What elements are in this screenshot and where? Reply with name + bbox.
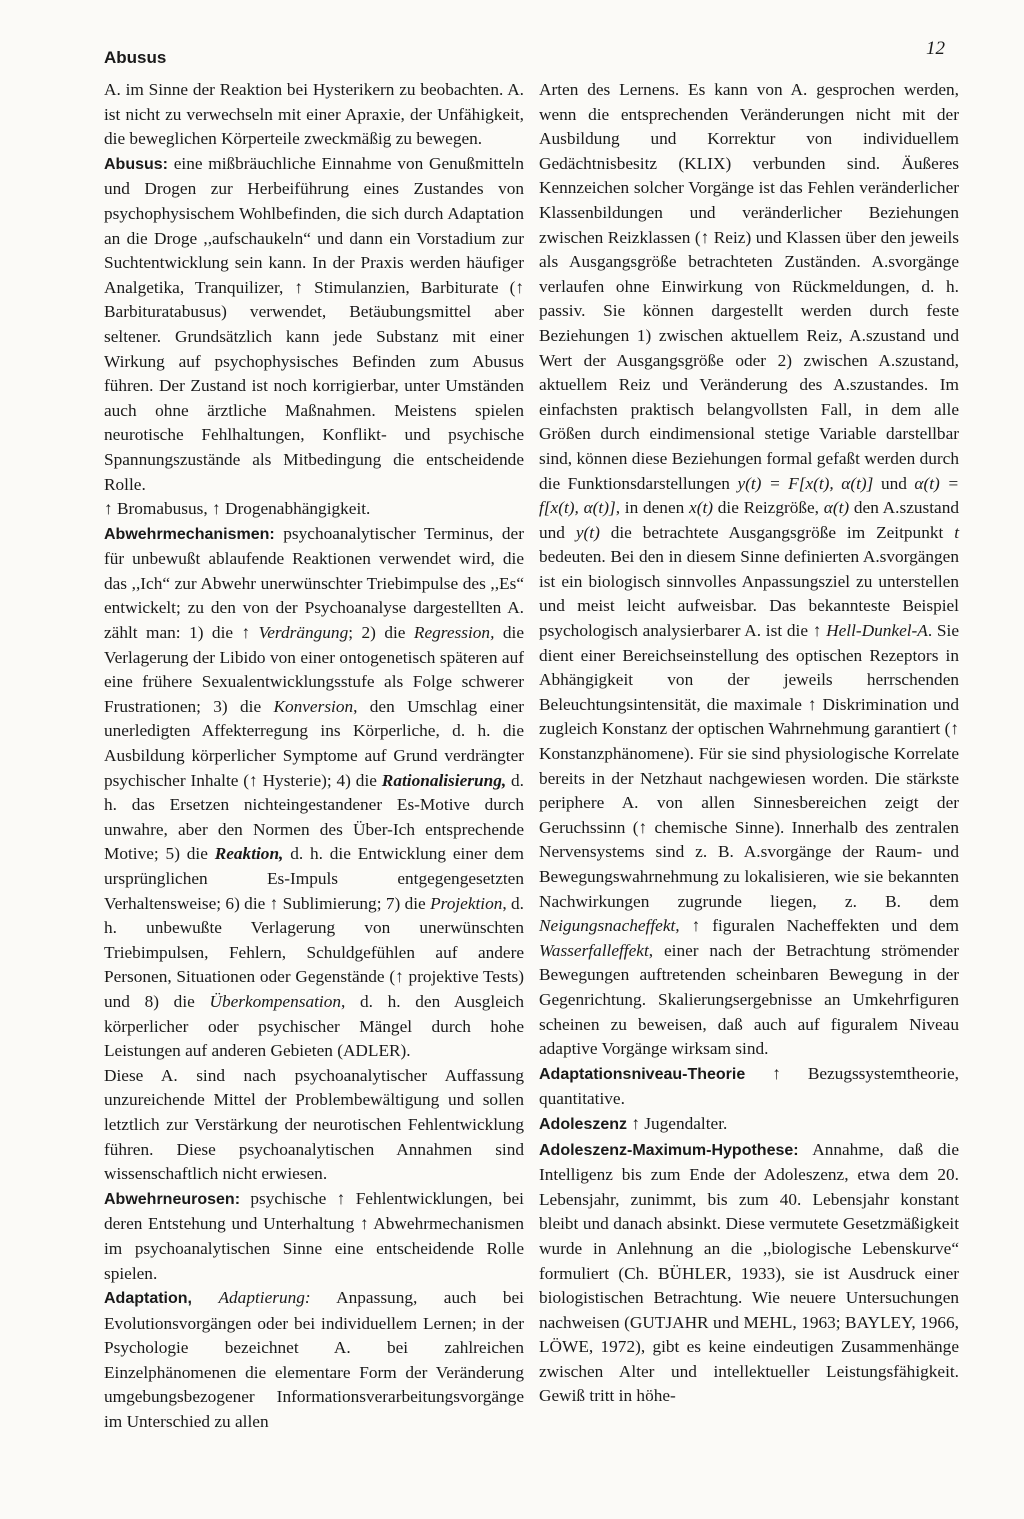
entry-text: und (873, 473, 915, 493)
entry-text: psychische ↑ Fehlentwicklungen, bei deren Entstehung und Unterhaltung ↑ Abwehrmechanismen im psychoanalytischen Sinne eine entscheidende Rolle spielen. (104, 1188, 524, 1283)
headword: Abwehrmechanismen: (104, 525, 275, 543)
entry-text: . Sie dient einer Bereichseinstellung des optischen Rezeptors in Abhängigkeit von der jeweils herrschenden Beleuchtungsintensität, die maximale ↑ Diskrimination und zugleich Konstanz der optischen Wahrnehmung garantiert (↑ Konstanzphänomene). Für sie sind physiologische Korrelate bereits in der Netzhaut nachgewiesen worden. Die stärkste periphere A. von allen Sinnesbereichen zeigt der Geruchssinn (↑ chemische Sinne). Innerhalb des zentralen Nervensystems sind z. B. A.svorgänge der Raum- und Bewegungswahrnehmung zu lokalisieren, wie sie bekannten Nachwirkungen zugrunde liegen, z. B. dem (539, 621, 960, 911)
entry-text: d. h. die Entwicklung einer dem ursprünglichen Es-Impuls entgegengesetzten Verhaltensweise; 6) die ↑ Sublimierung; 7) die (104, 844, 524, 913)
entry-text: d. h. das Ersetzen nichteingestandener Es-Motive durch unwahre, aber den Normen des Über-Ich entsprechende Motive; 5) die (104, 770, 525, 864)
entry-text: die Verlagerung der Libido von einer ontogenetisch späteren auf eine frühere Sexualentwicklungsstufe als Folge schwerer Frustrationen; 3) die (104, 623, 524, 716)
formula: α(t) = f[x(t), α(t)] (539, 473, 960, 518)
formula: x(t) (689, 498, 714, 518)
entry-text: Annahme, daß die Intelligenz bis zum Ende der Adoleszenz, etwa dem 20. Lebensjahr, zunimmt, bis zum 40. Lebensjahr konstant bleibt und danach absinkt. Diese vermutete Gesetzmäßigkeit wurde in Anlehnung an die ,,biologische Lebenskurve“ formuliert (Ch. BÜHLER, 1933), sie ist Ausdruck einer biologistischen Betrachtung. Wie neuere Untersuchungen nachweisen (GUTJAHR und MEHL, 1963; BAYLEY, 1966, LÖWE, 1972), gibt es keine eindeutigen Zusammenhänge zwischen Alter und intellektueller Leistungsfähigkeit. Gewiß tritt in höhe- (539, 1139, 959, 1406)
italic-term: Verdrängung (258, 623, 349, 643)
entry-text: Arten des Lernens. Es kann von A. gesprochen werden, wenn die entsprechenden Veränderungen nicht mit der Ausbildung und Korrektur von individuellem Gedächtnisbesitz (KLIX) verbunden sind. Äußeres Kennzeichen solcher Vorgänge ist das Fehlen veränderlicher Klassenbildungen und veränderlicher Beziehungen zwischen Reizklassen (↑ Reiz) und Klassen über den jeweils als Ausgangsgröße betrachteten Zuständen. A.svorgänge verlaufen ohne Einwirkung von Rückmeldungen, d. h. passiv. Sie können dargestellt werden durch feste Beziehungen 1) zwischen aktuellem Reiz, A.szustand und Wert der Ausgangsgröße oder 2) zwischen A.szustand, aktuellem Reiz und Veränderung des A.szustandes. Im einfachsten praktisch belangvollsten Fall, in dem alle Größen durch eindimensional stetige Variable darstellbar sind, können diese Beziehungen formal gefaßt werden durch die Funktionsdarstellungen (539, 80, 959, 493)
entry-text: , einer nach der Betrachtung strömender Bewegungen auftretenden scheinbaren Bewegung in der Gegenrichtung. Skalierungsergebnisse an Umkehrfiguren scheinen zu beweisen, daß auch auf figuralem Niveau adaptive Vorgänge wirksam sind. (539, 940, 959, 1059)
formula: t (954, 522, 959, 542)
headword: Adoleszenz (539, 1115, 628, 1133)
entry-text: , d. h. unbewußte Verlagerung von unerwünschten Triebimpulsen, Fehlern, Schuldgefühlen auf andere Personen, Situationen oder Gegenstände (↑ projektive Tests) und 8) die (104, 893, 525, 1011)
running-head: Abusus (104, 48, 167, 67)
italic-term: Konversion (273, 696, 354, 716)
entry-text: , in denen (615, 498, 690, 518)
entry-text: ↑ Jugendalter. (627, 1113, 728, 1133)
entry-text: Anpassung, auch bei Evolutionsvorgängen oder bei individuellem Lernen; in der Psychologie bezeichnet A. bei zahlreichen Einzelphänomenen die elementare Form der Veränderung umgebungsbezogener Informationsverarbeitungsvorgänge im Unterschied zu allen (104, 1288, 524, 1432)
headword: Adaptation, (104, 1290, 192, 1308)
entry-text: die betrachtete Ausgangsgröße im Zeitpunkt (599, 522, 955, 542)
italic-term: Hell-Dunkel-A (826, 621, 928, 641)
headword: Adaptationsniveau-Theorie (539, 1065, 746, 1083)
cross-references: ↑ Bromabusus, ↑ Drogenabhängigkeit. (104, 499, 371, 519)
entry-adoleszenz-maximum-hypothese (539, 1138, 959, 1410)
entry-abwehrmechanismen (104, 522, 524, 1064)
entry-adaptation-continued (539, 78, 959, 1062)
entry-text: , den Umschlag einer unerledigten Affekterregung ins Körperliche, d. h. die Ausbildung körperlicher Symptome auf Grund verdrängter psychischer Inhalte (↑ Hysterie); 4) die (104, 696, 524, 790)
italic-term: Überkompensation (209, 991, 341, 1011)
formula: α(t) (823, 498, 850, 518)
continuation-paragraph: A. im Sinne der Reaktion bei Hysterikern zu beobachten. A. ist nicht zu verwechseln mit einer Apraxie, der Unfähigkeit, die beweglichen Körperteile zweckmäßig zu bewegen. (104, 80, 524, 149)
formula: y(t) = F[x(t), α(t)] (737, 473, 874, 493)
entry-text: bedeuten. Bei den in diesem Sinne definierten A.svorgängen ist ein biologisch sinnvolles Anpassungsziel zu unterstellen und meist leicht aufweisbar. Das bekannteste Beispiel psychologisch analysierbarer A. ist die ↑ (539, 547, 959, 641)
entry-text: eine mißbräuchliche Einnahme von Genußmitteln und Drogen zur Herbeiführung eines Zustandes von psychophysischem Wohlbefinden, die sich durch Adaptation an die Droge ,,aufschaukeln“ und dann ein Vorstadium zur Suchtentwicklung sein kann. In der Praxis werden häufiger Analgetika, Tranquilizer, ↑ Stimulanzien, Barbiturate (↑ Barbituratabusus) verwendet, Betäubungsmittel aber seltener. Grundsätzlich kann jede Substanz mit einer Wirkung auf psychophysisches Befinden zum Abusus führen. Der Zustand ist noch korrigierbar, unter Umständen auch ohne ärztliche Maßnahmen. Meistens spielen neurotische Fehlhaltungen, Konflikt- und psychische Spannungszustände als Mitbedingung die entscheidende Rolle. (104, 153, 524, 494)
entry-paragraph: Diese A. sind nach psychoanalytischer Auffassung unzureichende Mittel der Problembewältigung und sollen letztlich zur Verstärkung der neurotischen Fehlentwicklung führen. Diese psychoanalytischen Annahmen sind wissenschaftlich nicht erwiesen. (104, 1065, 524, 1184)
headword: Adoleszenz-Maximum-Hypothese: (539, 1141, 799, 1159)
formula: y(t) (575, 522, 600, 542)
entry-text: psychoanalytischer Terminus, der für unbewußt ablaufende Reaktionen verwendet wird, die das ,,Ich“ zur Abwehr unerwünschter Triebimpulse des ,,Es“ entwickelt; zu den von der Psychoanalyse dargestellten A. zählt man: 1) die ↑ (104, 523, 524, 643)
entry-adaptationsniveau-theorie (539, 1062, 959, 1112)
entry-text: die Reizgröße, (713, 498, 824, 518)
italic-term: Projektion (430, 893, 503, 913)
italic-term: Neigungsnacheffekt, (539, 916, 680, 936)
right-column (539, 78, 959, 1409)
entry-abusus (104, 152, 524, 497)
page-number: 12 (926, 38, 945, 59)
entry-text: ↑ figuralen Nacheffekten und dem (679, 916, 959, 936)
italic-term: Reaktion, (214, 844, 284, 864)
entry-abwehrneurosen (104, 1187, 524, 1286)
entry-adoleszenz (539, 1112, 959, 1138)
entry-text: ↑ Bezugssystemtheorie, quantitative. (539, 1063, 959, 1109)
italic-term: Rationalisierung, (381, 770, 507, 790)
italic-term: Regression, (413, 623, 495, 643)
entry-text: den A.szustand und (539, 498, 959, 542)
italic-term: Wasserfalleffekt (539, 940, 649, 960)
entry-text: , d. h. den Ausgleich körperlicher oder psychischer Mängel durch hohe Leistungen auf anderen Gebieten (ADLER). (104, 991, 525, 1061)
headword: Abwehrneurosen: (104, 1190, 241, 1208)
left-column (104, 78, 524, 1435)
entry-text: ; 2) die (348, 623, 414, 643)
entry-adaptation (104, 1286, 524, 1435)
headword: Abusus: (104, 155, 168, 173)
italic-term: Adaptierung: (218, 1288, 311, 1308)
